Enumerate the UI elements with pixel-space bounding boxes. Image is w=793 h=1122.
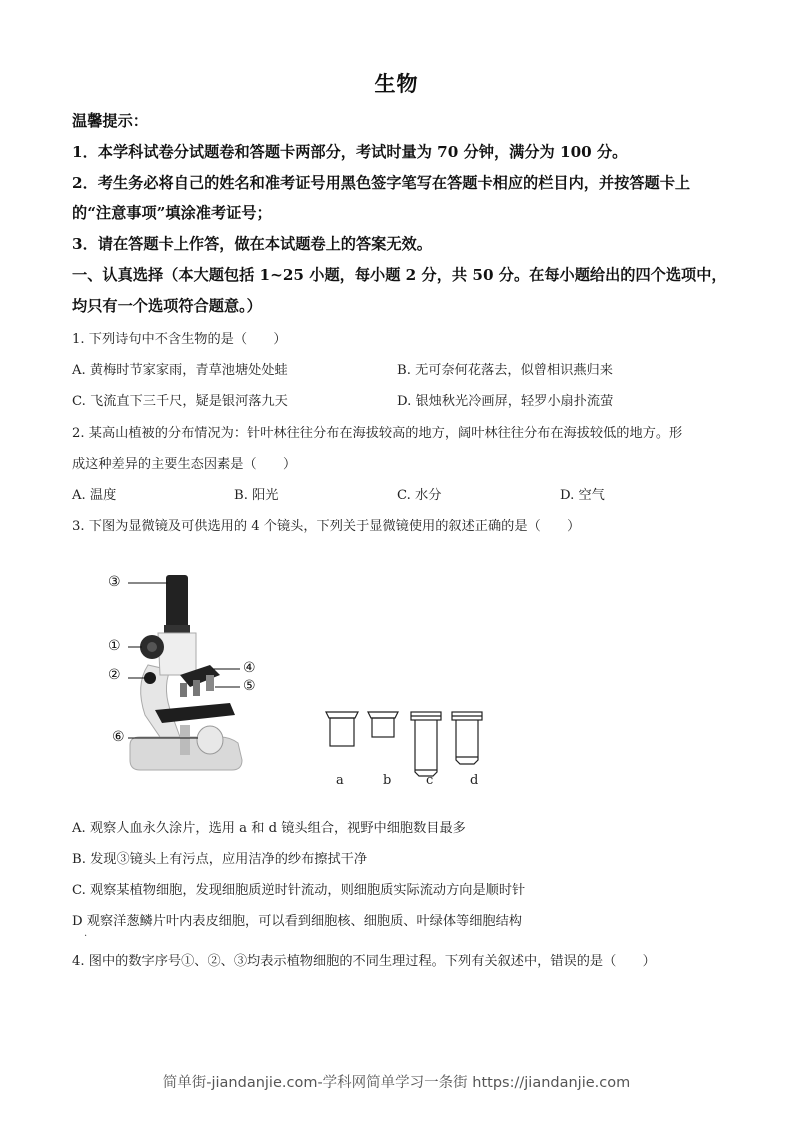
label-6-mirror: ⑥ [112,729,125,745]
question-4-stem: 4. 图中的数字序号①、②、③均表示植物细胞的不同生理过程。下列有关叙述中，错误的是（ ） [72,954,656,969]
question-2-option-c: C. 水分 [397,488,442,503]
question-1-option-a: A. 黄梅时节家家雨，青草池塘处处蛙 [72,363,288,378]
notice-heading: 温馨提示： [72,112,148,130]
question-3-option-d: D 观察洋葱鳞片叶内表皮细胞，可以看到细胞核、细胞质、叶绿体等细胞结构 [72,914,522,929]
lenses-figure [318,700,508,800]
question-3-option-b: B. 发现③镜头上有污点，应用洁净的纱布擦拭干净 [72,852,368,867]
question-2-stem-line1: 2. 某高山植被的分布情况为：针叶林往往分布在海拔较高的地方，阔叶林往往分布在海拔较低的地方。形 [72,426,683,441]
question-3-stem: 3. 下图为显微镜及可供选用的 4 个镜头，下列关于显微镜使用的叙述正确的是（ ） [72,519,581,534]
lens-label-b: b [383,773,392,788]
lens-label-c: c [426,773,434,788]
notice-item-1: 1．本学科试卷分试题卷和答题卡两部分，考试时量为 70 分钟，满分为 100 分。 [72,143,628,161]
question-1-option-c: C. 飞流直下三千尺，疑是银河落九天 [72,394,288,409]
label-2-fine-knob: ② [108,667,121,683]
stray-mark: . [84,928,88,939]
question-1-option-d: D. 银烛秋光冷画屏，轻罗小扇扑流萤 [397,394,614,409]
question-2-option-a: A. 温度 [72,488,117,503]
question-2-option-d: D. 空气 [560,488,605,503]
question-3-option-a: A. 观察人血永久涂片，选用 a 和 d 镜头组合，视野中细胞数目最多 [72,821,466,836]
question-2-stem-line2: 成这种差异的主要生态因素是（ ） [72,457,297,472]
question-3-option-c: C. 观察某植物细胞，发现细胞质逆时针流动，则细胞质实际流动方向是顺时针 [72,883,526,898]
notice-item-2-cont: 的“注意事项”填涂准考证号； [72,204,272,222]
section-heading-line1: 一、认真选择（本大题包括 1~25 小题，每小题 2 分，共 50 分。在每小题给出的四个选项中， [72,266,727,284]
notice-item-3: 3．请在答题卡上作答，做在本试题卷上的答案无效。 [72,235,432,253]
label-4-nosepiece: ④ [243,660,256,676]
question-1-option-b: B. 无可奈何花落去，似曾相识燕归来 [397,363,613,378]
footer-watermark: 简单街-jiandanjie.com-学科网简单学习一条街 https://jiandanjie.com [162,1075,631,1091]
lens-label-d: d [470,773,479,788]
label-5-objective: ⑤ [243,678,256,694]
question-2-option-b: B. 阳光 [234,488,279,503]
question-1-stem: 1. 下列诗句中不含生物的是（ ） [72,332,287,347]
page-title: 生物 [374,71,419,96]
notice-item-2: 2．考生务必将自己的姓名和准考证号用黑色签字笔写在答题卡相应的栏目内，并按答题卡上 [72,174,691,192]
section-heading-line2: 均只有一个选项符合题意。） [72,297,262,315]
lens-label-a: a [336,773,344,788]
label-1-coarse-knob: ① [108,638,121,654]
label-3-eyepiece: ③ [108,574,121,590]
